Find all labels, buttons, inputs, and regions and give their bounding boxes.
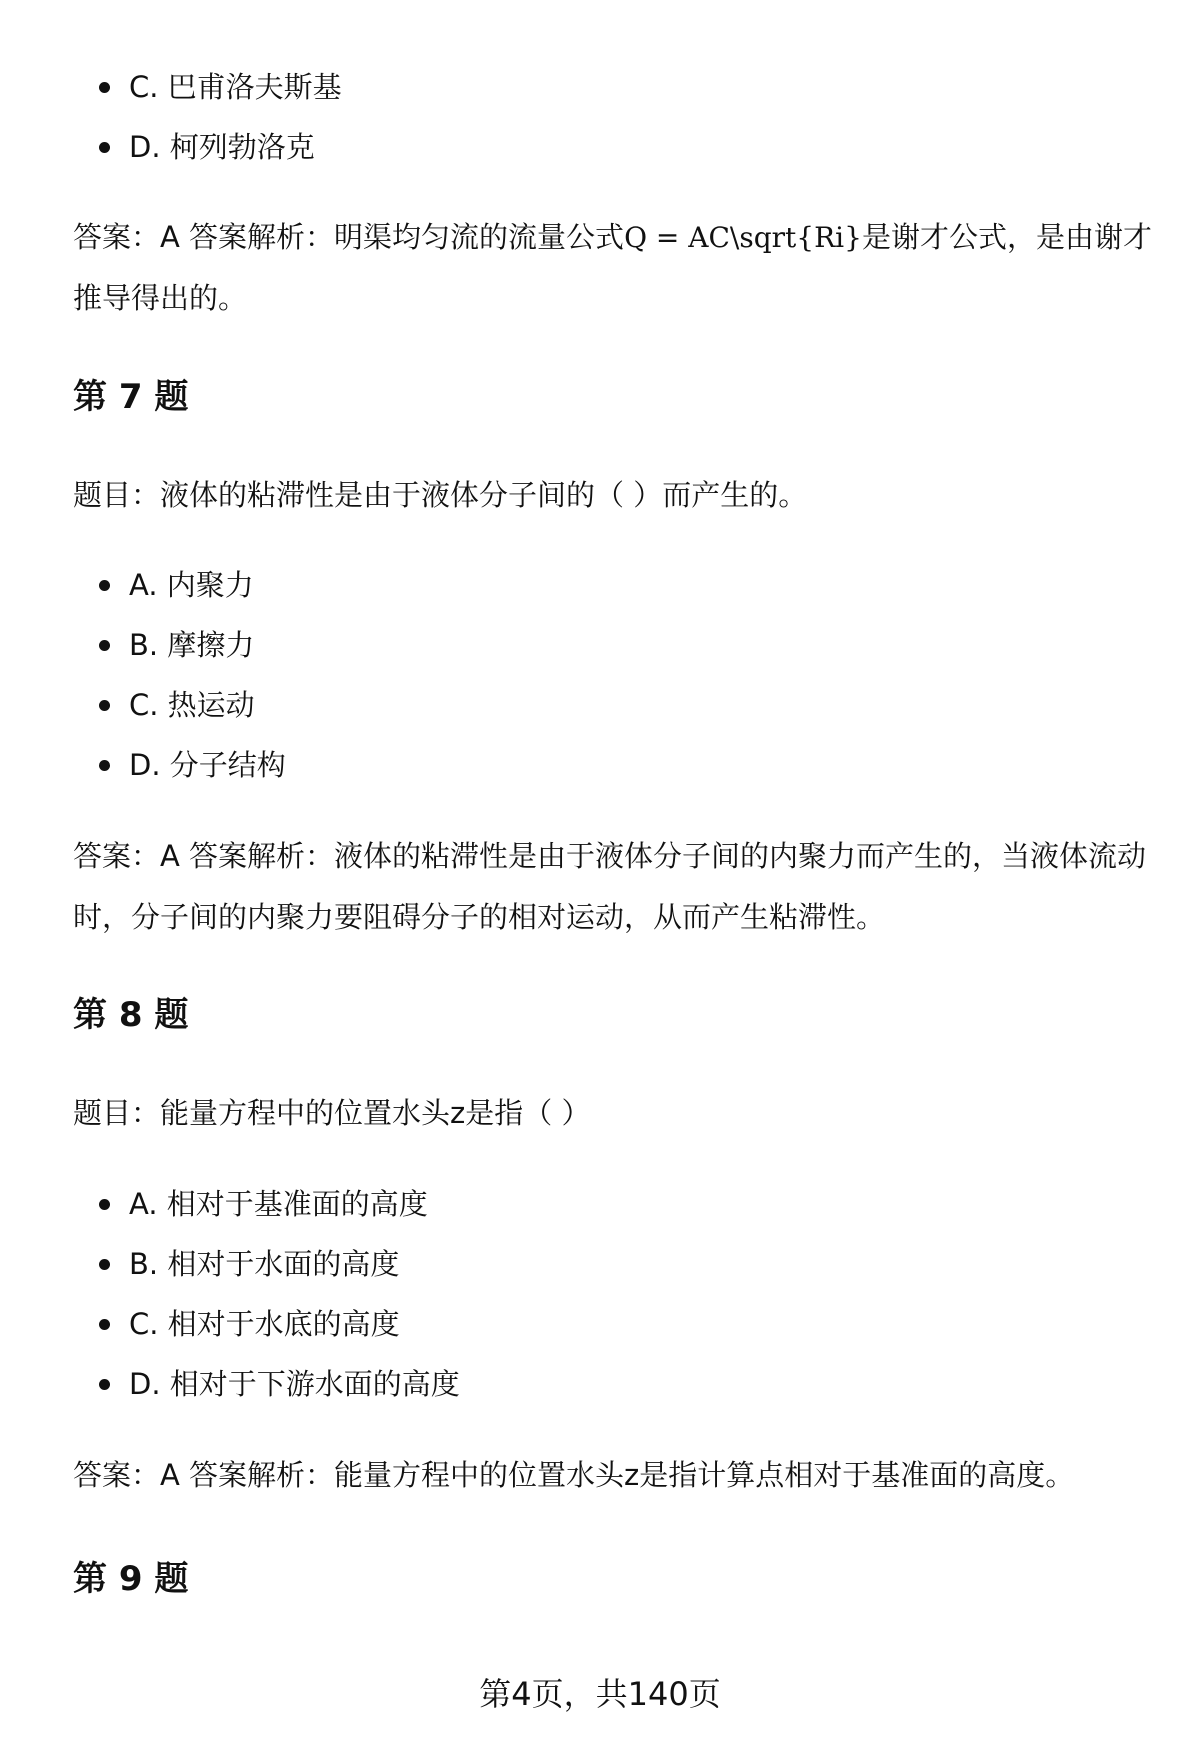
list-item: [73, 1174, 1153, 1234]
question-8-text: 题目：能量方程中的位置水头z是指（ ）: [73, 1096, 591, 1130]
question-7-answer: 答案：A 答案解析：液体的粘滞性是由于液体分子间的内聚力而产生的，当液体流动时，分子间的内聚力要阻碍分子的相对运动，从而产生粘滞性。: [73, 839, 1147, 934]
list-item: [73, 57, 1153, 117]
bullet-icon: [99, 142, 110, 153]
question-7-text: 题目：液体的粘滞性是由于液体分子间的（ ）而产生的。: [73, 478, 808, 512]
page-number: 第4页，共140页: [479, 1675, 721, 1713]
option-b: B. 摩擦力: [129, 628, 255, 662]
question-8-options: [73, 1174, 1153, 1414]
list-item: [73, 615, 1153, 675]
option-c: C. 相对于水底的高度: [129, 1307, 400, 1341]
question-9-heading: 第 9 题: [73, 1559, 189, 1599]
bullet-icon: [99, 1379, 110, 1390]
question-7-options: [73, 555, 1153, 795]
question-7-heading: 第 7 题: [73, 377, 189, 417]
option-c: C. 巴甫洛夫斯基: [129, 70, 342, 104]
option-a: A. 相对于基准面的高度: [129, 1187, 428, 1221]
option-b: B. 相对于水面的高度: [129, 1247, 400, 1281]
list-item: [73, 555, 1153, 615]
question-8-heading: 第 8 题: [73, 995, 189, 1035]
bullet-icon: [99, 1319, 110, 1330]
option-c: C. 热运动: [129, 688, 255, 722]
option-d: D. 分子结构: [129, 748, 286, 782]
list-item: [73, 1354, 1153, 1414]
bullet-icon: [99, 760, 110, 771]
option-d: D. 柯列勃洛克: [129, 130, 315, 164]
bullet-icon: [99, 82, 110, 93]
option-d: D. 相对于下游水面的高度: [129, 1367, 460, 1401]
list-item: [73, 1234, 1153, 1294]
bullet-icon: [99, 1199, 110, 1210]
answer-text-part2: 是谢才公式，是由谢才推导得出的。: [73, 220, 1152, 315]
prev-answer: [73, 207, 1153, 329]
bullet-icon: [99, 580, 110, 591]
list-item: [73, 675, 1153, 735]
bullet-icon: [99, 1259, 110, 1270]
flow-formula: Q = AC\sqrt{Ri}: [624, 221, 862, 254]
option-a: A. 内聚力: [129, 568, 254, 602]
answer-text-part1: 答案：A 答案解析：明渠均匀流的流量公式: [73, 220, 625, 254]
prev-options-list: [73, 57, 1153, 177]
bullet-icon: [99, 700, 110, 711]
question-8-answer: 答案：A 答案解析：能量方程中的位置水头z是指计算点相对于基准面的高度。: [73, 1458, 1075, 1492]
list-item: [73, 117, 1153, 177]
list-item: [73, 735, 1153, 795]
bullet-icon: [99, 640, 110, 651]
list-item: [73, 1294, 1153, 1354]
